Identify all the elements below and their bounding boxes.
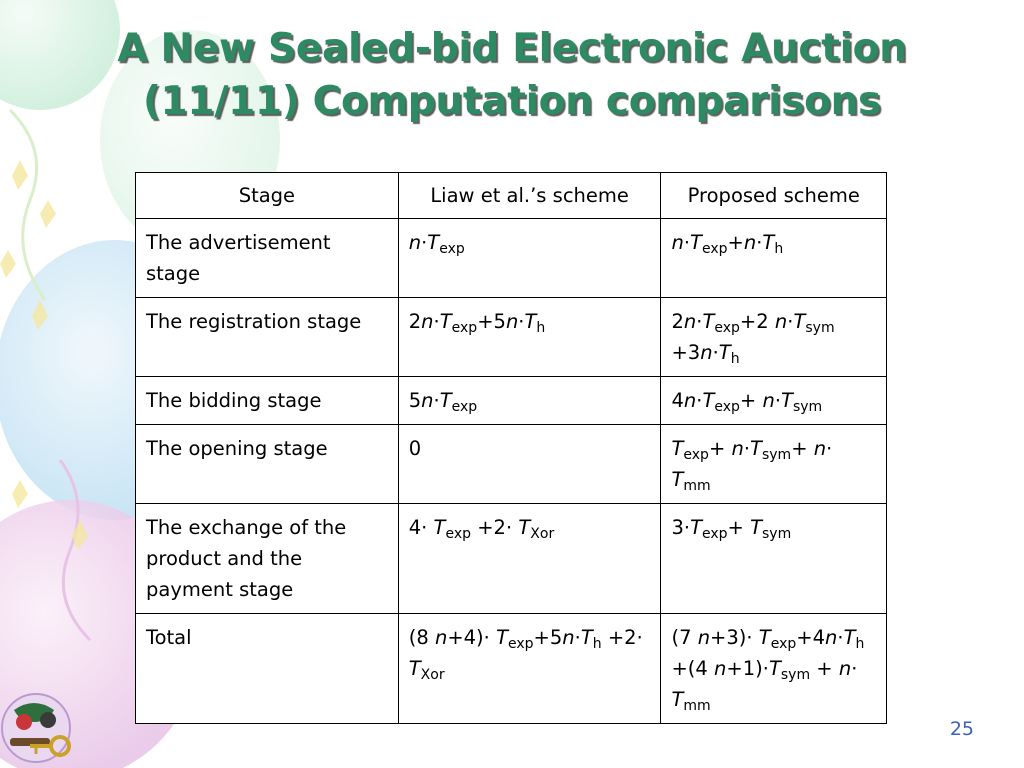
stage-cell: The bidding stage [136,377,399,425]
liaw-formula-cell: $n\cdot T_{exp}$ [398,219,661,298]
slide-title-line-1: A New Sealed-bid Electronic Auction [117,26,907,71]
slide-title-line-2: (11/11) Computation comparisons [143,79,881,124]
table-row [136,504,887,614]
liaw-formula-cell: $4\cdot T_{exp} +2\cdot T_{Xor}$ [398,504,661,614]
stage-cell: The opening stage [136,425,399,504]
proposed-formula-cell: $4n\cdot T_{exp}+ n\cdot T_{sym}$ [661,377,887,425]
header-liaw-scheme: Liaw et al.’s scheme [398,173,661,219]
table-row [136,219,887,298]
table-header-row [136,173,887,219]
header-proposed-scheme: Proposed scheme [661,173,887,219]
stage-cell: The exchange of the product and the payment stage [136,504,399,614]
proposed-formula-cell: $3\cdot T_{exp}+ T_{sym}$ [661,504,887,614]
proposed-formula-cell: $2n\cdot T_{exp}+2$ $n\cdot T_{sym} +3n\cdot T_h$ [661,298,887,377]
table-row [136,298,887,377]
table-row [136,425,887,504]
liaw-formula-cell: $5n\cdot T_{exp}$ [398,377,661,425]
proposed-formula-cell: $T_{exp}+ n\cdot T_{sym}+ n\cdot T_{mm}$ [661,425,887,504]
table-row [136,377,887,425]
liaw-formula-cell: 0 [398,425,661,504]
liaw-formula-cell: $2n\cdot T_{exp}+5n\cdot T_h$ [398,298,661,377]
header-stage: Stage [136,173,399,219]
stage-cell: The registration stage [136,298,399,377]
table-row [136,614,887,724]
page-number: 25 [949,718,974,740]
liaw-formula-cell: (8 $n+4)\cdot T_{exp}+5n\cdot T_h +2\cdot T_{Xor}$ [398,614,661,724]
proposed-formula-cell: $n\cdot T_{exp}+n\cdot T_h$ [661,219,887,298]
comparison-table [135,172,887,724]
slide-title [40,22,984,128]
stage-cell: The advertisement stage [136,219,399,298]
stage-cell: Total [136,614,399,724]
key-logo-icon [0,690,80,768]
proposed-formula-cell: (7 $n+3)\cdot T_{exp}+4n\cdot T_h +(4$ $n+1)\cdot T_{sym} + n\cdot T_{mm}$ [661,614,887,724]
